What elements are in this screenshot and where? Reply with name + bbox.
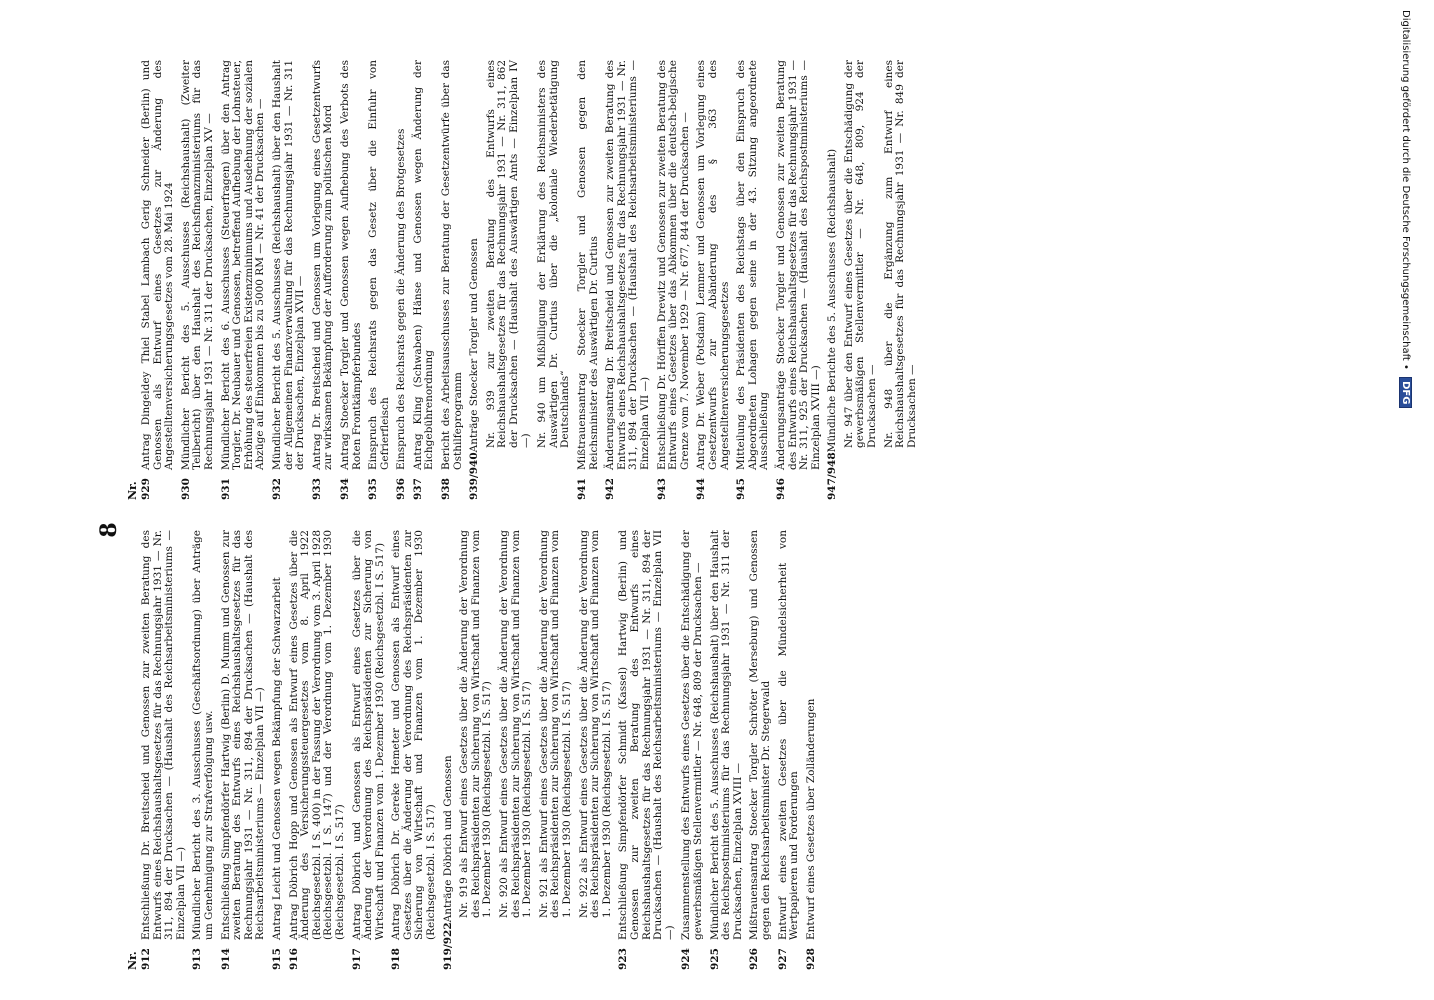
list-item (657, 60, 692, 500)
entry-text: Antrag Döbrich Dr. Gereke Hemeter und Genossen als Entwurf eines Gesetzes über die Änderung der Verordnung des Reichspräsidenten zur Sicherung von Wirtschaft und Finanzen vom 1. Dezember 1930 (Reichsgesetzbl. I S. 517) (390, 530, 438, 940)
entry-text: Antrag Kling (Schwaben) Hänse und Genossen wegen Änderung der Eichgebührenordnung (411, 60, 436, 470)
entry-text: Entwurf eines zweiten Gesetzes über die Mündelsicherheit von Wertpapieren und Forderungen (776, 530, 801, 940)
list-item (776, 60, 822, 500)
entry-text: Entschließung Dr. Höriffen Drewitz und Genossen zur zweiten Beratung des Entwurfs eines Gesetzes über das Abkommen über die deutsch-belgische Grenze vom 7. November 1929 — Nr. 677, 844 der Drucksachen — (655, 60, 691, 470)
entry-text: Nr. 940 um Mißbilligung der Erklärung des Reichsministers des Auswärtigen Dr. Curtius über die „koloniale Wiederbetätigung Deutschlands“ (536, 60, 572, 448)
entry-number (459, 918, 494, 948)
entry-number (539, 918, 574, 948)
entry-text: Mißtrauensantrag Stoecker Torgler Schröter (Merseburg) und Genossen gegen den Reichsarbeitsminister Dr. Stegerwald (748, 530, 772, 940)
list-item (396, 60, 408, 500)
entry-number: 913 (191, 948, 204, 970)
entry-number: 946 (774, 478, 787, 500)
entry-text: Nr. 939 zur zweiten Beratung des Entwurfs eines Reichshaushaltsgesetzes für das Rechnungsjahr 1931 — Nr. 311, 862 der Drucksachen — (Haushalt des Auswärtigen Amts — Einzelplan IV —) (484, 60, 532, 448)
entry-number (579, 918, 614, 948)
entry-text: Zusammenstellung des Entwurfs eines Gesetzes über die Entschädigung der gewerbsmäßigen Stellenvermittler — Nr. 648, 809 der Drucksachen — (680, 530, 704, 940)
list-item (577, 60, 600, 500)
entry-number (537, 448, 572, 478)
entry-number: 931 (219, 478, 232, 500)
list-item (340, 60, 363, 500)
left-column (126, 530, 822, 970)
entry-text: Antrag Dr. Breitscheid und Genossen um Vorlegung eines Gesetzentwurfs zur wirksamen Bekämpfung der Aufforderung zum politischen Mord (310, 60, 335, 470)
list-item (778, 530, 801, 970)
entry-number: 944 (695, 478, 708, 500)
list-item (749, 530, 772, 970)
list-item (221, 60, 267, 500)
entry-text: Änderungsantrag Dr. Breitscheid und Genossen zur zweiten Beratung des Entwurfs eines Reichshaushaltsgesetzes für das Rechnungsjahr 1931 — Nr. 311, 894 der Drucksachen — (Haushalt des Reichsarbeitsministeriums — Einzelplan VII —) (604, 60, 651, 470)
entry-text: Mündlicher Bericht des 6. Ausschusses (Steuerfragen) über den Antrag Torgler, Dr. Neubauer und Genossen, betreffend Aufhebung der Lohnsteuer, Erhöhung des steuerfreien Existenzminimums und Ausdehnung der sozialen Abzüge auf Einkommen bis zu 5000 RM — Nr. 41 der Drucksachen — (219, 60, 267, 470)
entry-text: Antrag Döbrich und Genossen als Entwurf eines Gesetzes über die Änderung der Verordnung des Reichspräsidenten zur Sicherung von Wirtschaft und Finanzen vom 1. Dezember 1930 (Reichsgesetzbl. I S. 517) (350, 530, 386, 940)
entry-text: Antrag Dingeldey Thiel Stabel Lambach Gerig Schneider (Berlin) und Genossen als Entwurf eines Gesetzes zur Änderung des Angestelltenversicherungsgesetzes vom 28. Mai 1924 (140, 60, 176, 470)
column-header: Nr. (126, 481, 139, 500)
list-item (469, 60, 481, 500)
entry-text: Antrag Dr. Weber (Potsdam) Lemmer und Genossen um Vorlegung eines Gesetzentwurfs zur Abänderung des § 363 des Angestelltenversicherungsgesetzes (695, 60, 731, 470)
entry-text: Anträge Stoecker Torgler und Genossen (468, 238, 481, 453)
entry-number: 936 (395, 478, 408, 500)
list-item (827, 60, 839, 500)
entry-text: Antrag Leicht und Genossen wegen Bekämpfung der Schwarzarbeit (270, 577, 283, 940)
right-column (126, 60, 923, 500)
list-item (710, 530, 745, 970)
list-item (736, 60, 771, 500)
entry-text: Nr. 947 über den Entwurf eines Gesetzes über die Entschädigung der gewerbsmäßigen Stellenvermittler — Nr. 648, 809, 924 der Drucksachen — (842, 60, 879, 448)
entry-text: Einspruch des Reichsrats gegen das Gesetz über die Einfuhr von Gefrierfleisch (367, 60, 391, 470)
entry-number: 923 (617, 948, 630, 970)
list-item (272, 60, 307, 500)
list-item (459, 530, 494, 970)
list-item (391, 530, 437, 970)
entry-number: 934 (338, 478, 351, 500)
entry-number (844, 448, 879, 478)
entry-text: Antrag Döbrich Hopp und Genossen als Entwurf eines Gesetzes über die Änderung des Versicherungssteuergesetzes vom 8. April 1922 (Reichsgesetzbl. I S. 400) in der Fassung der Verordnung vom 3. April 1928 (Reichsgesetzbl. I S. 147) und der Verordnung vom 1. Dezember 1930 (Reichsgesetzbl. I S. 517) (287, 530, 346, 940)
rotated-page-content (96, 60, 1246, 970)
list-item (192, 530, 215, 970)
list-item (696, 60, 731, 500)
entry-text: Mündlicher Bericht des 5. Ausschusses (Reichshaushalt) über den Haushalt des Reichspostministeriums für das Rechnungsjahr 1931 — Nr. 311 der Drucksachen, Einzelplan XVIII — (708, 530, 744, 940)
entry-text: Nr. 948 über die Ergänzung zum Entwurf eines Reichshaushaltsgesetzes für das Rechnungsjahr 1931 — Nr. 849 der Drucksachen — (882, 60, 918, 448)
list-item (221, 530, 267, 970)
list-item (352, 530, 387, 970)
column-header: Nr. (126, 951, 139, 970)
list-item (272, 530, 284, 970)
list-item (443, 530, 455, 970)
list-item (605, 60, 651, 500)
entry-text: Mündlicher Bericht des 3. Ausschusses (Geschäftsordnung) über Anträge um Genehmigung zur Strafverfolgung usw. (191, 530, 215, 940)
entry-number: 945 (735, 478, 748, 500)
entry-number: 942 (604, 478, 617, 500)
entry-text: Nr. 920 als Entwurf eines Gesetzes über die Änderung der Verordnung des Reichspräsidenten zur Sicherung von Wirtschaft und Finanzen vom 1. Dezember 1930 (Reichsgesetzbl. I S. 517) (498, 530, 534, 918)
entry-number: 938 (440, 478, 453, 500)
entry-number: 943 (655, 478, 668, 500)
list-item (368, 60, 391, 500)
list-item (884, 60, 919, 500)
list-item (681, 530, 704, 970)
entry-number: 912 (140, 948, 152, 970)
list-item (537, 60, 572, 500)
page-number: 8 (96, 522, 122, 538)
entry-number: 930 (179, 478, 192, 500)
entry-text: Einspruch des Reichsrats gegen die Änderung des Brotgesetzes (395, 128, 408, 470)
entry-number: 933 (310, 478, 323, 500)
entry-number: 947/948 (826, 452, 839, 500)
entry-number: 914 (219, 948, 232, 970)
entry-text: Entschließung Simpfendörfer Hartwig (Berlin) D. Mumm und Genossen zur zweiten Beratung des Entwurfs eines Reichshaushaltsgesetzes für das Rechnungsjahr 1931 — Nr. 311, 894 der Drucksachen — (Haushalt des Reichsarbeitsministeriums — Einzelplan VII —) (219, 530, 267, 940)
entry-text: Bericht des Arbeitsausschusses zur Beratung der Gesetzentwürfe über das Osthilfeprogramm (440, 60, 464, 470)
entry-number (486, 448, 532, 478)
dfg-logo: DFG (1399, 377, 1412, 408)
list-item (141, 60, 176, 500)
list-item (486, 60, 532, 500)
entry-text: Entschließung Dr. Breitscheid und Genossen zur zweiten Beratung des Entwurfs eines Reichshaushaltsgesetzes für das Rechnungsjahr 1931 — Nr. 311, 894 der Drucksachen — (Haushalt des Reichsarbeitsministeriums — Einzelplan VII —) (140, 530, 187, 940)
entry-number: 917 (350, 948, 363, 970)
entry-list-left (141, 530, 817, 970)
list-item (141, 530, 187, 970)
entry-number: 941 (576, 478, 588, 500)
entry-text: Mitteilung des Präsidenten des Reichstags über den Einspruch des Abgeordneten Lohagen gegen seine in der 43. Sitzung angeordnete Ausschließung (735, 60, 771, 470)
entry-number: 937 (411, 478, 424, 500)
list-item (806, 530, 818, 970)
list-item (441, 60, 464, 500)
entry-text: Mißtrauensantrag Stoecker Torgler und Genossen gegen den Reichsminister des Auswärtigen Dr. Curtius (576, 60, 600, 470)
entry-number: 925 (708, 948, 721, 970)
digitization-note-text: Digitalisierung gefördert durch die Deutsche Forschungsgemeinschaft • (1400, 10, 1411, 370)
entry-number: 929 (140, 478, 152, 500)
entry-text: Entschließung Simpfendörfer Schmidt (Kassel) Hartwig (Berlin) und Genossen zur zweiten Beratung des Entwurfs eines Reichshaushaltsgesetzes für das Rechnungsjahr 1931 — Nr. 311, 894 der Drucksachen — (Haushalt des Reichsarbeitsministeriums — Einzelplan VII —) (617, 530, 676, 940)
list-item (579, 530, 614, 970)
entry-number: 927 (776, 948, 789, 970)
entry-list-right (141, 60, 918, 500)
list-item (312, 60, 335, 500)
entry-text: Entwurf eines Gesetzes über Zolländerungen (804, 698, 817, 940)
entry-number (884, 448, 919, 478)
entry-text: Nr. 921 als Entwurf eines Gesetzes über die Änderung der Verordnung des Reichspräsidenten zur Sicherung von Wirtschaft und Finanzen vom 1. Dezember 1930 (Reichsgesetzbl. I S. 517) (537, 530, 573, 918)
list-item (844, 60, 879, 500)
entry-number: 924 (680, 948, 693, 970)
entry-number: 918 (390, 948, 403, 970)
entry-number (499, 918, 534, 948)
entry-number: 928 (804, 948, 817, 970)
list-item (289, 530, 347, 970)
entry-text: Änderungsanträge Stoecker Torgler und Genossen zur zweiten Beratung des Entwurfs eines Reichshaushaltsgesetzes für das Rechnungsjahr 1931 — Nr. 311, 925 der Drucksachen — (Haushalt des Reichspostministeriums — Einzelplan XVIII —) (774, 60, 822, 470)
entry-text: Nr. 919 als Entwurf eines Gesetzes über die Änderung der Verordnung des Reichspräsidenten zur Sicherung von Wirtschaft und Finanzen vom 1. Dezember 1930 (Reichsgesetzbl. I S. 517) (458, 530, 494, 918)
list-item (413, 60, 436, 500)
entry-number: 939/940 (468, 452, 481, 500)
entry-text: Anträge Döbrich und Genossen (441, 755, 454, 923)
entry-number: 935 (367, 478, 380, 500)
entry-text: Mündlicher Bericht des 5. Ausschusses (Reichshaushalt) über den Haushalt der Allgemeinen Finanzverwaltung für das Rechnungsjahr 1931 — Nr. 311 der Drucksachen, Einzelplan XVII — (270, 60, 307, 470)
entry-number: 915 (270, 948, 283, 970)
list-item (539, 530, 574, 970)
list-item (499, 530, 534, 970)
entry-text: Mündliche Berichte des 5. Ausschusses (Reichshaushalt) (826, 148, 839, 453)
entry-text: Nr. 922 als Entwurf eines Gesetzes über die Änderung der Verordnung des Reichspräsidenten zur Sicherung von Wirtschaft und Finanzen vom 1. Dezember 1930 (Reichsgesetzbl. I S. 517) (577, 530, 613, 918)
list-item (618, 530, 676, 970)
entry-number: 919/922 (441, 922, 454, 970)
entry-text: Mündlicher Bericht des 5. Ausschusses (Reichshaushalt) (Zweiter Teilbericht) über den Haushalt des Reichsfinanzministeriums für das Rechnungsjahr 1931 — Nr. 311 der Drucksachen, Einzelplan XV — (179, 60, 215, 470)
entry-text: Antrag Stoecker Torgler und Genossen wegen Aufhebung des Verbots des Roten Frontkämpferbundes (338, 60, 363, 470)
digitization-note (1394, 10, 1412, 990)
entry-number: 916 (287, 948, 300, 970)
entry-number: 926 (748, 948, 761, 970)
list-item (181, 60, 216, 500)
entry-number: 932 (270, 478, 283, 500)
